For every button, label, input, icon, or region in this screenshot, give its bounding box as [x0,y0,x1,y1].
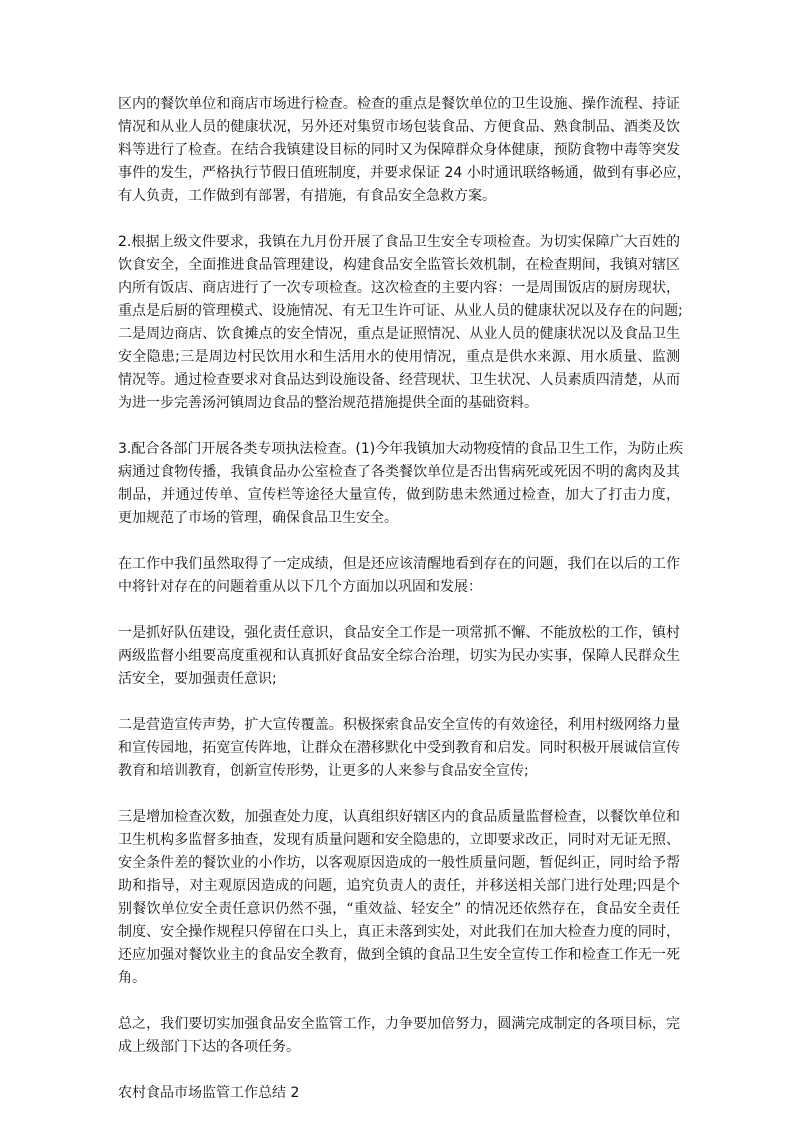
text-line: 3.配合各部门开展各类专项执法检查。(1)今年我镇加大动物疫情的食品卫生工作，为防止疾 [118,441,684,457]
paragraph-publicity [118,714,680,783]
text-line: 制度、安全操作规程只停留在口头上，真正未落到实处，对此我们在加大检查力度的同时， [118,924,680,940]
text-line: 角。 [118,970,146,986]
text-line: 两级监督小组要高度重视和认真抓好食品安全综合治理，切实为民办实事，保障人民群众生 [118,648,680,664]
paragraph-team-building [118,622,680,691]
text-line: 料等进行了检查。在结合我镇建设目标的同时又为保障群众身体健康，预防食物中毒等突发 [118,142,680,158]
paragraph-inspection-frequency [118,806,680,990]
text-line: 中将针对存在的问题着重从以下几个方面加以巩固和发展： [118,579,482,595]
paragraph-enforcement [118,438,684,530]
text-line: 病通过食物传播，我镇食品办公室检查了各类餐饮单位是否出售病死或死因不明的禽肉及其 [118,464,680,480]
text-line: 情况等。通过检查要求对食品达到设施设备、经营现状、卫生状况、人员素质四清楚，从而 [118,372,680,388]
text-line: 安全隐患;三是周边村民饮用水和生活用水的使用情况，重点是供水来源、用水质量、监测 [118,349,680,365]
text-line: 二是周边商店、饮食摊点的安全情况，重点是证照情况、从业人员的健康状况以及食品卫生 [118,326,680,342]
text-line: 别餐饮单位安全责任意识仍然不强，“重效益、轻安全” 的情况还依然存在，食品安全责任 [118,901,680,917]
text-line: 活安全，要加强责任意识; [118,671,277,687]
text-line: 教育和培训教育，创新宣传形势，让更多的人来参与食品安全宣传; [118,763,529,779]
text-line: 更加规范了市场的管理，确保食品卫生安全。 [118,510,398,526]
text-line: 三是增加检查次数，加强查处力度，认真组织好辖区内的食品质量监督检查，以餐饮单位和 [118,809,680,825]
text-line: 安全条件差的餐饮业的小作坊，以客观原因造成的一般性质量问题，暂促纠正，同时给予帮 [118,855,680,871]
text-line: 2.根据上级文件要求，我镇在九月份开展了食品卫生安全专项检查。为切实保障广大百姓的 [118,234,680,250]
paragraph-inspection-focus [118,93,691,208]
text-line: 区内的餐饮单位和商店市场进行检查。检查的重点是餐饮单位的卫生设施、操作流程、持证 [118,96,680,112]
text-line: 内所有饭店、商店进行了一次专项检查。这次检查的主要内容：一是周围饭店的厨房现状， [118,280,680,296]
text-line: 成上级部门下达的各项任务。 [118,1039,300,1055]
paragraph-problems-intro [118,553,680,599]
text-line: 情况和从业人员的健康状况，另外还对集贸市场包装食品、方便食品、熟食制品、酒类及饮 [118,119,680,135]
text-line: 和宣传园地，拓宽宣传阵地，让群众在潜移默化中受到教育和启发。同时积极开展诚信宣传 [118,740,680,756]
section-title: 农村食品市场监管工作总结 2 [118,1085,300,1101]
text-line: 制品，并通过传单、宣传栏等途径大量宣传，做到防患未然通过检查，加大了打击力度， [118,487,680,503]
text-line: 为进一步完善汤河镇周边食品的整治规范措施提供全面的基础资料。 [118,395,538,411]
text-line: 有人负责，工作做到有部署，有措施，有食品安全急救方案。 [118,188,496,204]
document-page [118,93,691,1105]
text-line: 重点是后厨的管理模式、设施情况、有无卫生许可证、从业人员的健康状况以及存在的问题; [118,303,683,319]
text-line: 饮食安全，全面推进食品管理建设，构建食品安全监管长效机制，在检查期间，我镇对辖区 [118,257,680,273]
paragraph-special-inspection [118,231,683,415]
text-line: 总之，我们要切实加强食品安全监管工作，力争要加倍努力，圆满完成制定的各项目标，完 [118,1016,680,1032]
text-line: 事件的发生，严格执行节假日值班制度，并要求保证 24 小时通讯联络畅通，做到有事必应， [118,165,691,181]
text-line: 二是营造宣传声势，扩大宣传覆盖。积极探索食品安全宣传的有效途径，利用村级网络力量 [118,717,680,733]
paragraph-conclusion [118,1013,680,1059]
text-line: 卫生机构多监督多抽查，发现有质量问题和安全隐患的，立即要求改正，同时对无证无照、 [118,832,680,848]
text-line: 助和指导，对主观原因造成的问题，追究负责人的责任，并移送相关部门进行处理;四是个 [118,878,680,894]
text-line: 还应加强对餐饮业主的食品安全教育，做到全镇的食品卫生安全宣传工作和检查工作无一死 [118,947,680,963]
text-line: 一是抓好队伍建设，强化责任意识，食品安全工作是一项常抓不懈、不能放松的工作，镇村 [118,625,680,641]
text-line: 在工作中我们虽然取得了一定成绩，但是还应该清醒地看到存在的问题，我们在以后的工作 [118,556,680,572]
